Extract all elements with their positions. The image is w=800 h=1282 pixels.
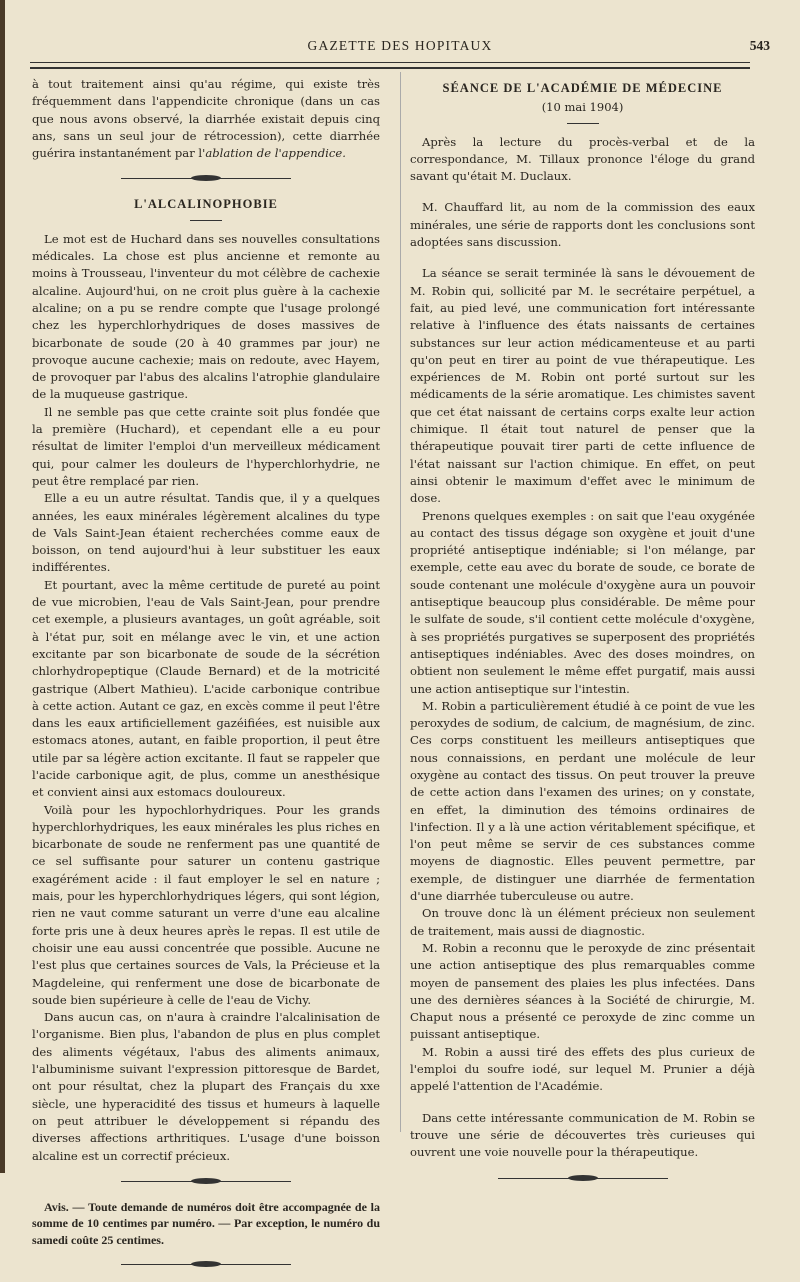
- session-paragraph: La séance se serait terminée là sans le dévouement de M. Robin qui, sollicité par M. le secrétaire perpétuel, a fait, au pied levé, une communication fort intéressante relative à l'influence des états naissants de certaines substances sur leur action médicamenteuse et au parti qu'on peut en tirer au point de vue thérapeutique. Les expériences de M. Robin ont porté surtout sur les médicaments de la série aromatique. Les chimistes savent que cet état naissant de certains corps exalte leur action chimique. Il était tout naturel de penser que la thérapeutique pouvait tirer parti de cette influence de l'état naissant sur l'action chimique. En effet, on peut ainsi obtenir le maximum d'effet avec le minimum de dose.: [410, 266, 755, 506]
- section-ornament: [121, 174, 291, 184]
- article-paragraph: Dans aucun cas, on n'aura à craindre l'alcalinisation de l'organisme. Bien plus, l'abandon de plus en plus complet des aliments végétaux, l'abus des aliments animaux, l'albuminisme suivant l'expression pittoresque de Bardet, ont pour résultat, chez la plupart des Français du xxe siècle, une hyperacidité des tissus et humeurs à laquelle on peut attribuer le développement si répandu des diverses affections arthritiques. L'usage d'une boisson alcaline est un correctif précieux.: [32, 1010, 380, 1163]
- session-paragraph: M. Robin a reconnu que le peroxyde de zinc présentait une action antiseptique des plus remarquables comme moyen de pansement des plaies les plus infectées. Dans une des dernières séances à la Société de chirurgie, M. Chaput nous a présenté ce peroxyde de zinc comme un puissant antiseptique.: [410, 940, 755, 1042]
- article-paragraph: Et pourtant, avec la même certitude de pureté au point de vue microbien, l'eau de Vals Saint-Jean, pour prendre cet exemple, a plusieurs avantages, un goût agréable, soit à l'état pur, soit en mélange avec le vin, et une action excitante par son bicarbonate de soude de la sécrétion chlorhydropeptique (Claude Bernard) et de la motricité gastrique (Albert Mathieu). L'acide carbonique contribue à cette action. Autant ce gaz, en excès comme il peut l'être dans les eaux artificiellement gazéifiées, est nuisible aux estomacs atones, autant, en faible proportion, il peut être utile par sa légère action excitante. Il faut se rappeler que l'acide carbonique agit, de plus, comme un anesthésique et convient ainsi aux estomacs douloureux.: [32, 577, 380, 800]
- intro-paragraph: [32, 76, 380, 162]
- session-paragraph: Prenons quelques exemples : on sait que l'eau oxygénée au contact des tissus dégage son oxygène et jouit d'une propriété antiseptique indéniable; si l'on mélange, par exemple, cette eau avec du borate de soude, ce borate de soude contenant une molécule d'oxygène aura un pouvoir antiseptique beaucoup plus considérable. De même pour le sulfate de soude, s'il contient cette molécule d'oxygène, à ses propriétés purgatives se superposent des propriétés antiseptiques indéniables. Avec des doses moindres, on obtient non seulement le même effet purgatif, mais aussi une action antiseptique sur l'intestin.: [410, 508, 755, 696]
- header-rule-thick: [30, 67, 750, 69]
- session-paragraph: Dans cette intéressante communication de M. Robin se trouve une série de découvertes très curieuses qui ouvrent une voie nouvelle pour la thérapeutique.: [410, 1110, 755, 1160]
- section-ornament: [121, 1177, 291, 1187]
- session-title: SÉANCE DE L'ACADÉMIE DE MÉDECINE: [442, 81, 723, 95]
- intro-text: à tout traitement ainsi qu'au régime, qui existe très fréquemment dans l'appendicite chronique (dans un cas que nous avons observé, la diarrhée existait depuis cinq ans, sans un seul jour de rétrocession), cette diarrhée guérira instantanément par l': [32, 77, 380, 161]
- right-column: [410, 76, 755, 1196]
- session-paragraph: Après la lecture du procès-verbal et de la correspondance, M. Tillaux prononce l'éloge du grand savant qu'était M. Duclaux.: [410, 134, 755, 184]
- article-paragraph: Elle a eu un autre résultat. Tandis que, il y a quelques années, les eaux minérales légèrement alcalines du type de Vals Saint-Jean étaient recherchées comme eaux de boisson, on tend aujourd'hui à leur substituer les eaux indifférentes.: [32, 491, 380, 575]
- page-number: 543: [749, 38, 770, 53]
- session-date: (10 mai 1904): [541, 100, 624, 115]
- page-header: [30, 38, 770, 58]
- column-divider: [400, 72, 401, 1132]
- title-rule: [567, 123, 599, 124]
- session-paragraph: On trouve donc là un élément précieux non seulement de traitement, mais aussi de diagnostic.: [410, 906, 755, 938]
- section-ornament: [498, 1174, 668, 1184]
- page-binding-edge: [0, 0, 5, 1173]
- article-paragraph: Il ne semble pas que cette crainte soit plus fondée que la première (Huchard), et cependant elle a eu pour résultat de limiter l'emploi d'un merveilleux médicament qui, pour calmer les douleurs de l'hyperchlorhydrie, ne peut être remplacé par rien.: [32, 404, 380, 488]
- section-ornament: [121, 1260, 291, 1270]
- journal-title: GAZETTE DES HOPITAUX: [307, 38, 493, 53]
- session-paragraph: M. Chauffard lit, au nom de la commission des eaux minérales, une série de rapports dont les conclusions sont adoptées sans discussion.: [410, 200, 755, 250]
- header-rule-thin: [30, 62, 750, 63]
- left-column: [32, 76, 380, 1282]
- notice-text: Avis. — Toute demande de numéros doit être accompagnée de la somme de 10 centimes par numéro. — Par exception, le numéro du samedi coûte 25 centimes.: [32, 1199, 380, 1247]
- article-paragraph: Voilà pour les hypochlorhydriques. Pour les grands hyperchlorhydriques, les eaux minérales les plus riches en bicarbonate de soude ne renferment pas une quantité de ce sel suffisante pour saturer un contenu gastrique exagérément acide : il faut employer le sel en nature ; mais, pour les hyperchlorhydriques légers, qui sont légion, rien ne vaut comme saturant un verre d'une eau alcaline forte pris une à deux heures après le repas. Il est utile de choisir une eau aussi concentrée que possible. Aucune ne l'est plus que certaines sources de Vals, la Précieuse et la Magdeleine, qui renferment une dose de bicarbonate de soude bien supérieure à celle de l'eau de Vichy.: [32, 802, 380, 1007]
- article-title: L'ALCALINOPHOBIE: [134, 197, 278, 212]
- intro-emphasis: ablation de l'appendice.: [205, 146, 346, 161]
- session-paragraph: M. Robin a particulièrement étudié à ce point de vue les peroxydes de sodium, de calcium, de magnésium, de zinc. Ces corps constituent les meilleurs antiseptiques que nous connaissions, en perdant une molécule de leur oxygène au contact des tissus. On peut trouver la preuve de cette action dans l'examen des urines; on y constate, en effet, la diminution des témoins ordinaires de l'infection. Il y a là une action véritablement spécifique, et l'on peut même se servir de ces substances comme moyens de diagnostic. Elles peuvent permettre, par exemple, de distinguer une diarrhée de fermentation d'une diarrhée tuberculeuse ou autre.: [410, 698, 755, 904]
- title-rule: [190, 220, 222, 221]
- notice-block: [32, 1199, 380, 1249]
- article-paragraph: Le mot est de Huchard dans ses nouvelles consultations médicales. La chose est plus ancienne et remonte au moins à Trousseau, l'inventeur du mot célèbre de cachexie alcaline. Aujourd'hui, on ne croit plus guère à la cachexie alcaline; on a pu se rendre compte que l'usage prolongé chez les hyperchlorhydriques de doses massives de bicarbonate de soude (20 à 40 grammes par jour) ne provoque aucune cachexie; mais on redoute, avec Hayem, de provoquer par l'abus des alcalins l'atrophie glandulaire de la muqueuse gastrique.: [32, 231, 380, 402]
- session-paragraph: M. Robin a aussi tiré des effets des plus curieux de l'emploi du soufre iodé, sur lequel M. Prunier a déjà appelé l'attention de l'Académie.: [410, 1044, 755, 1094]
